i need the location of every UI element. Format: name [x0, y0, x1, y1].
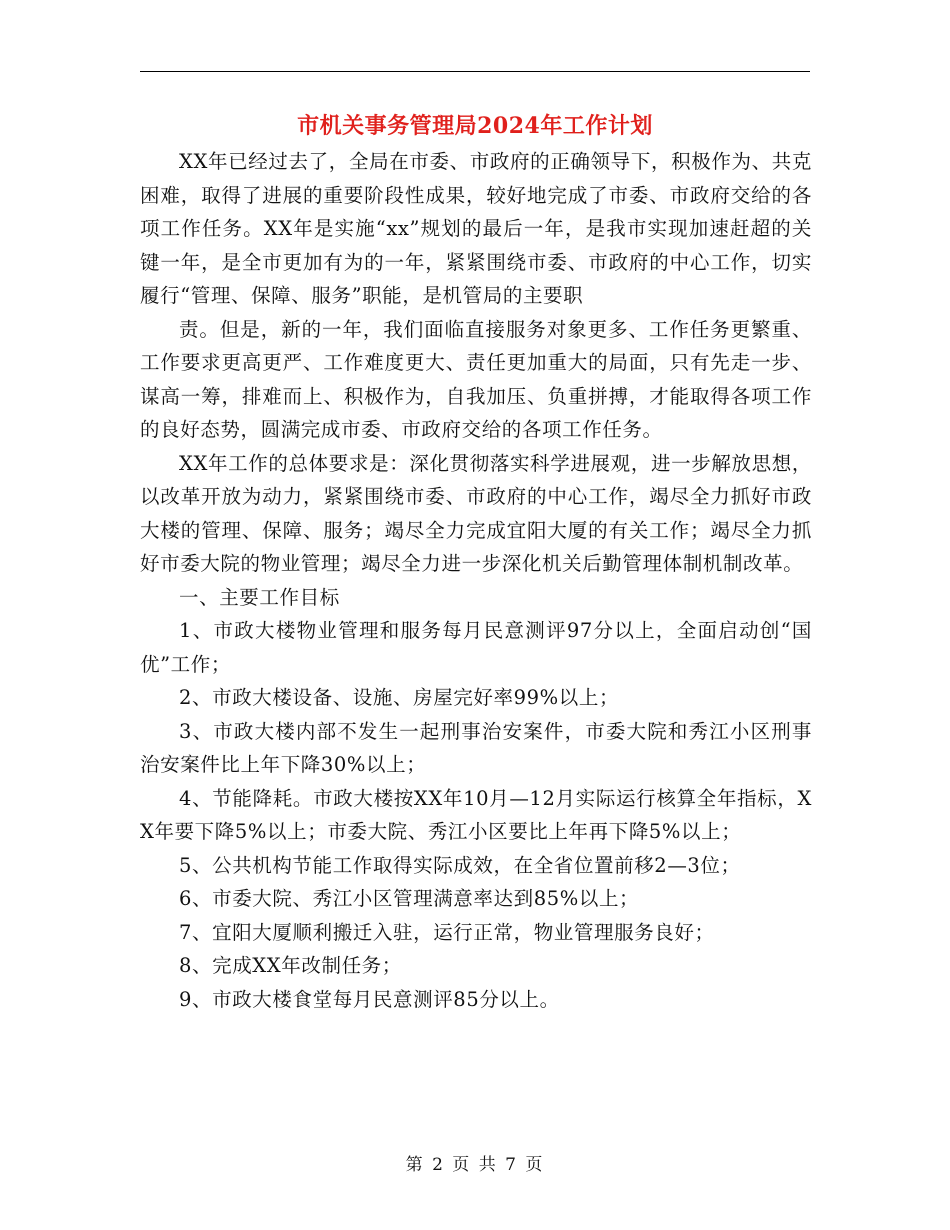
goal-item-9: 9、市政大楼食堂每月民意测评85分以上。: [179, 987, 560, 1011]
document-body: [140, 145, 812, 1016]
header-rule: [140, 71, 810, 72]
paragraph-intro-continued: 责。但是，新的一年，我们面临直接服务对象更多、工作任务更繁重、工作要求更高更严、工作难度更大、责任更加重大的局面，只有先走一步、谋高一筹，排难而上、积极作为，自我加压、负重拼搏，才能取得各项工作的良好态势，圆满完成市委、市政府交给的各项工作任务。: [140, 317, 812, 441]
goal-item-4: 4、节能降耗。市政大楼按XX年10月—12月实际运行核算全年指标，XX年要下降5%以上；市委大院、秀江小区要比上年再下降5%以上；: [140, 786, 812, 843]
goal-item-7: 7、宜阳大厦顺利搬迁入驻，运行正常，物业管理服务良好；: [179, 920, 715, 944]
goal-item-1: 1、市政大楼物业管理和服务每月民意测评97分以上，全面启动创“国优”工作；: [140, 619, 812, 676]
goal-item-3: 3、市政大楼内部不发生一起刑事治安案件，市委大院和秀江小区刑事治安案件比上年下降30%以上；: [140, 719, 812, 776]
goal-item-5: 5、公共机构节能工作取得实际成效，在全省位置前移2—3位；: [179, 853, 741, 877]
page-number-footer: 第 2 页 共 7 页: [405, 1155, 545, 1175]
document-title: 市机关事务管理局2024年工作计划: [297, 113, 653, 139]
goal-item-8: 8、完成XX年改制任务；: [179, 954, 402, 977]
goal-item-2: 2、市政大楼设备、设施、房屋完好率99%以上；: [179, 686, 620, 709]
goal-item-6: 6、市委大院、秀江小区管理满意率达到85%以上；: [179, 887, 640, 910]
paragraph-overall-requirements: XX年工作的总体要求是：深化贯彻落实科学进展观，进一步解放思想，以改革开放为动力，紧紧围绕市委、市政府的中心工作，竭尽全力抓好市政大楼的管理、保障、服务；竭尽全力完成宜阳大厦的有关工作；竭尽全力抓好市委大院的物业管理；竭尽全力进一步深化机关后勤管理体制机制改革。: [140, 451, 812, 575]
paragraph-intro: XX年已经过去了，全局在市委、市政府的正确领导下，积极作为、共克困难，取得了进展的重要阶段性成果，较好地完成了市委、市政府交给的各项工作任务。XX年是实施“xx”规划的最后一年，是我市实现加速赶超的关键一年，是全市更加有为的一年，紧紧围绕市委、市政府的中心工作，切实履行“管理、保障、服务”职能，是机管局的主要职: [140, 150, 812, 307]
section-heading-main-goals: 一、主要工作目标: [179, 585, 340, 609]
